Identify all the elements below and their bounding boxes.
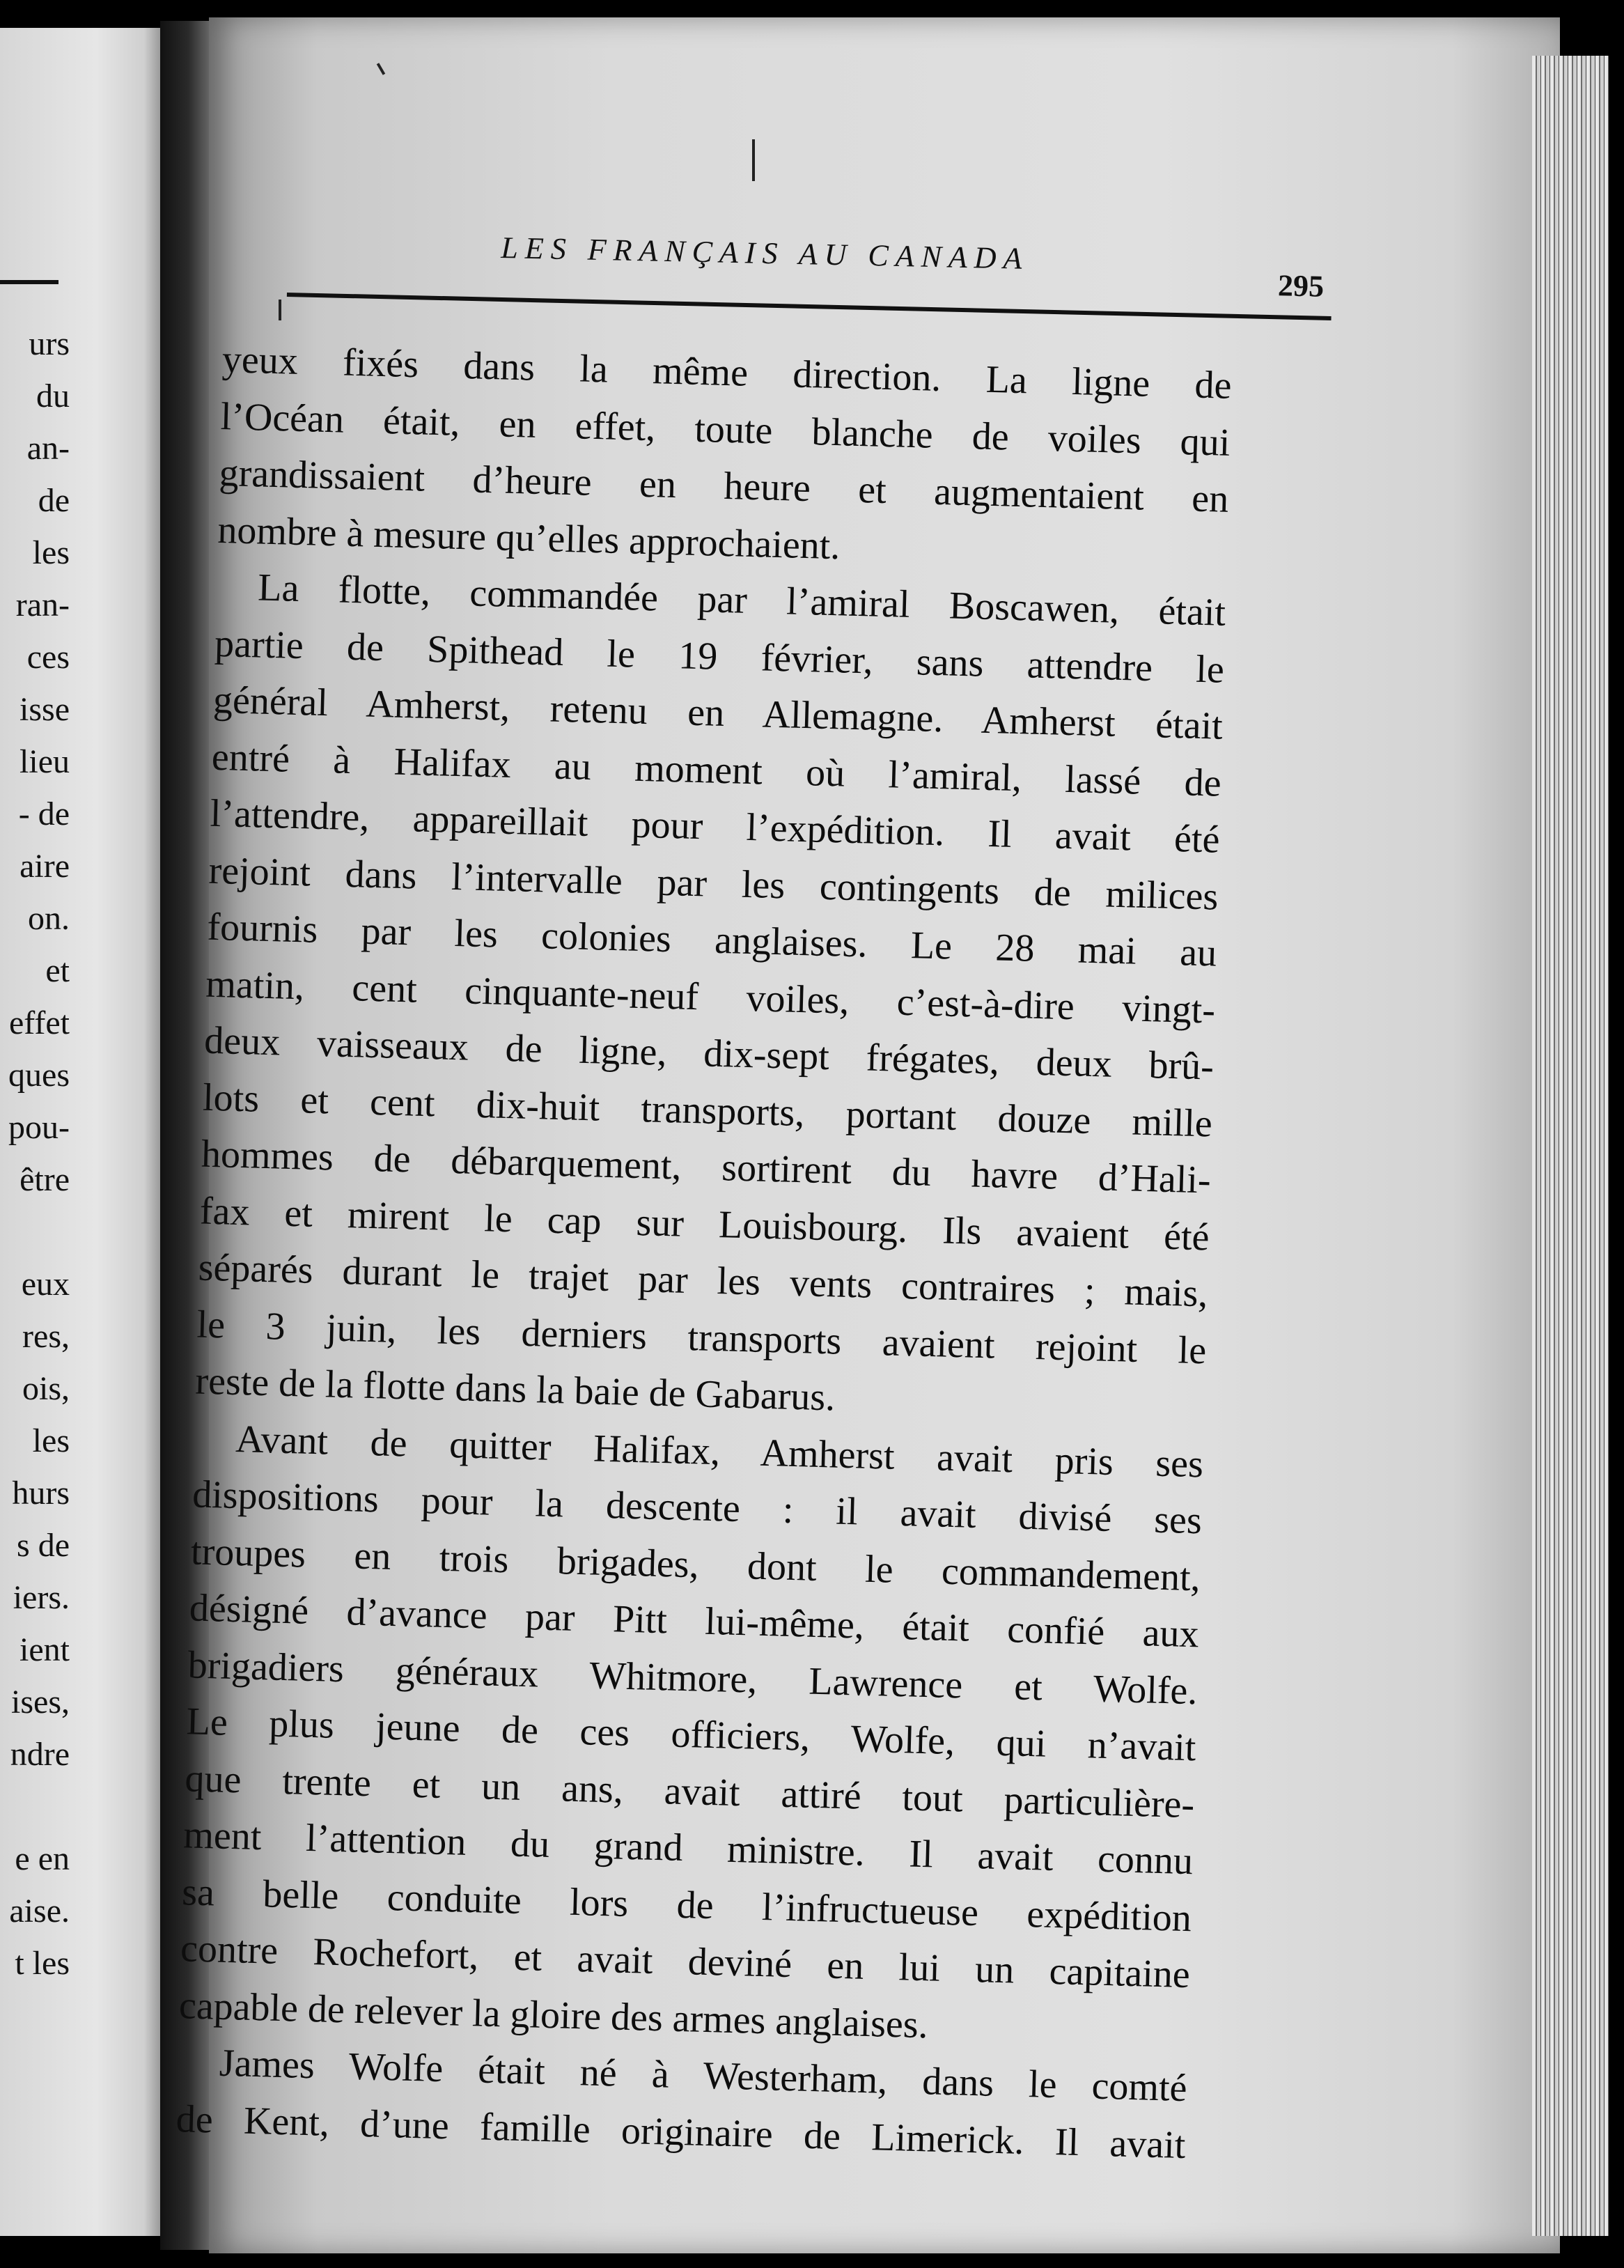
facing-page-line: an- <box>26 430 70 467</box>
scan-speck <box>279 300 281 320</box>
facing-page-line: ises, <box>11 1684 70 1721</box>
facing-page-line: eux <box>21 1266 70 1303</box>
text-line: fax et mirent le cap sur Louisbourg. Ils avaient été <box>199 1189 1210 1259</box>
text-line: lots et cent dix-huit transports, portant douze mille <box>202 1075 1213 1146</box>
facing-page-line: les <box>32 1422 70 1459</box>
text-line: hommes de débarquement, sortirent du havre d’Hali- <box>201 1132 1212 1202</box>
facing-page-line: iers. <box>13 1579 70 1616</box>
facing-page-line <box>0 1206 70 1258</box>
facing-page-line <box>0 1780 70 1833</box>
text-line: yeux fixés dans la même direction. La ligne de <box>221 337 1233 407</box>
facing-page-line: les <box>32 534 70 571</box>
facing-page-line: hurs <box>12 1475 70 1512</box>
facing-page-line: effet <box>8 1004 70 1041</box>
text-line: matin, cent cinquante-neuf voiles, c’est-à-dire vingt- <box>205 962 1216 1032</box>
text-line: Avant de quitter Halifax, Amherst avait pris ses <box>235 1417 1204 1486</box>
facing-page-line-fragments <box>0 318 70 1989</box>
facing-page-line: res, <box>22 1318 70 1355</box>
facing-page-fragment <box>0 28 160 2236</box>
text-line: sa belle conduite lors de l’infructueuse expédition <box>181 1870 1192 1940</box>
facing-page-line: ient <box>19 1631 70 1668</box>
text-line: de Kent, d’une famille originaire de Limerick. Il avait <box>175 2097 1187 2167</box>
facing-page-line: de <box>38 482 70 519</box>
page-edges <box>1532 56 1609 2236</box>
text-line: Le plus jeune de ces officiers, Wolfe, qui n’avait <box>185 1700 1197 1770</box>
facing-page-line: du <box>36 378 70 414</box>
facing-page-line: être <box>19 1161 70 1198</box>
text-line: le 3 juin, les derniers transports avaient rejoint le <box>196 1303 1207 1372</box>
facing-page-line: aire <box>19 848 70 885</box>
text-line: dispositions pour la descente : il avait divisé ses <box>192 1473 1203 1543</box>
running-head: LES FRANÇAIS AU CANADA <box>500 230 1029 276</box>
text-line: James Wolfe était né à Westerham, dans le comté <box>219 2041 1188 2111</box>
text-line: rejoint dans l’intervalle par les contingents de milices <box>208 848 1219 919</box>
text-line: contre Rochefort, et avait deviné en lui un capitaine <box>180 1927 1191 1997</box>
facing-page-line: lieu <box>19 743 70 780</box>
page-number: 295 <box>1277 268 1325 304</box>
text-line: brigadiers généraux Whitmore, Lawrence et Wolfe. <box>187 1642 1199 1713</box>
text-line: séparés durant le trajet par les vents contraires ; mais, <box>198 1245 1209 1316</box>
facing-page-line: ces <box>26 639 70 676</box>
text-line: l’attendre, appareillait pour l’expédition. Il avait été <box>210 791 1221 862</box>
facing-page-line: s de <box>17 1527 70 1564</box>
facing-page-line: - de <box>18 795 70 832</box>
text-line: l’Océan était, en effet, toute blanche de voiles qui <box>220 394 1231 465</box>
text-line: partie de Spithead le 19 février, sans attendre le <box>214 621 1225 692</box>
facing-page-line: urs <box>29 325 70 362</box>
facing-page-line: ques <box>8 1057 70 1094</box>
scan-border <box>1609 42 1624 2257</box>
facing-page-line: ois, <box>22 1370 70 1407</box>
facing-page-line: et <box>45 952 70 989</box>
facing-page-line: ndre <box>10 1736 70 1773</box>
scan-speck <box>752 139 755 181</box>
text-line: troupes en trois brigades, dont le commandement, <box>190 1529 1201 1599</box>
facing-page-line: e en <box>15 1840 70 1877</box>
facing-page-line: pou- <box>8 1109 70 1146</box>
text-line: capable de relever la gloire des armes anglaises. <box>178 1983 929 2046</box>
facing-page-line: on. <box>28 900 70 937</box>
text-line: ment l’attention du grand ministre. Il avait connu <box>182 1813 1194 1883</box>
text-line: reste de la flotte dans la baie de Gabarus. <box>194 1359 836 1420</box>
text-line: deux vaisseaux de ligne, dix-sept frégates, deux brû- <box>203 1018 1215 1089</box>
facing-page-line: isse <box>19 691 70 728</box>
facing-page-line: ran- <box>15 587 70 623</box>
text-line: que trente et un ans, avait attiré tout particulière- <box>184 1756 1195 1826</box>
facing-page-line: t les <box>15 1945 70 1982</box>
text-line: grandissaient d’heure en heure et augmentaient en <box>218 451 1230 521</box>
text-line: entré à Halifax au moment où l’amiral, lassé de <box>211 735 1222 805</box>
facing-page-header-rule <box>0 280 58 284</box>
body-text <box>175 332 1435 2180</box>
text-line: fournis par les colonies anglaises. Le 28 mai au <box>206 905 1217 975</box>
text-line: général Amherst, retenu en Allemagne. Amherst était <box>212 678 1224 748</box>
text-line: La flotte, commandée par l’amiral Boscawen, était <box>257 566 1226 635</box>
text-line: désigné d’avance par Pitt lui-même, était confié aux <box>189 1586 1200 1656</box>
text-line: nombre à mesure qu’elles approchaient. <box>217 508 841 568</box>
facing-page-line: aise. <box>9 1893 70 1929</box>
